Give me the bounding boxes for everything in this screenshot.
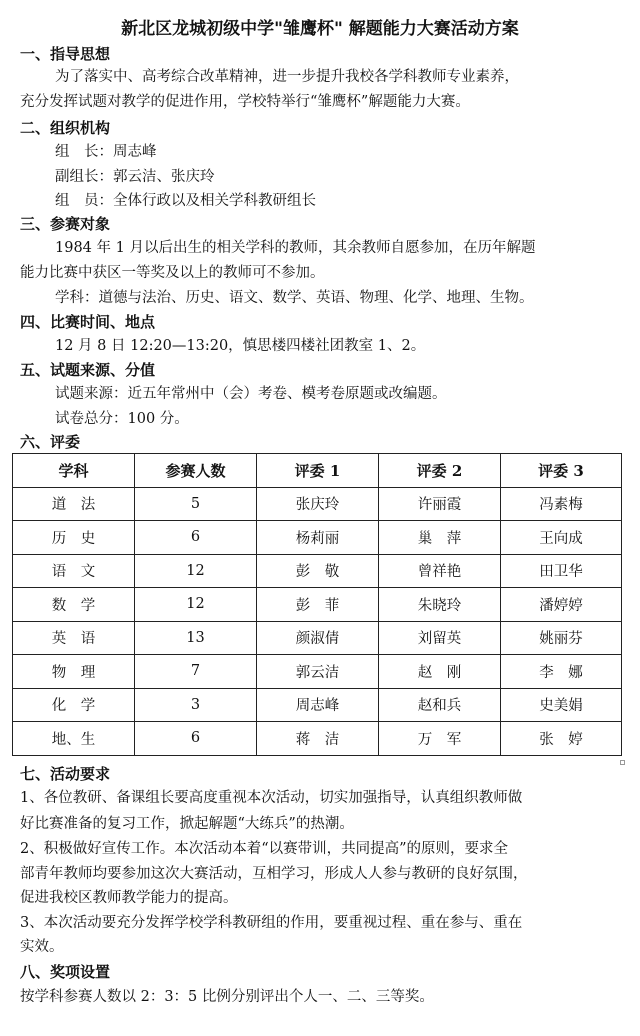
header-judge-3: 评委 3 (501, 454, 622, 488)
cell-count: 12 (135, 554, 257, 588)
cell-judge-3: 张 婷 (501, 722, 622, 756)
cell-judge-3: 李 娜 (501, 655, 622, 689)
table-row (13, 588, 622, 622)
requirement-line: 促进我校区教师教学能力的提高。 (20, 890, 238, 906)
table-row (13, 554, 622, 588)
requirement-line: 1、各位教研、备课组长要高度重视本次活动，切实加强指导，认真组织教师做 (20, 790, 523, 806)
table-row (13, 621, 622, 655)
table-row (13, 722, 622, 756)
section-heading-guiding-ideas: 一、指导思想 (20, 45, 111, 63)
cell-judge-3: 冯素梅 (501, 487, 622, 521)
cell-subject: 化 学 (13, 688, 135, 722)
paragraph-line: 充分发挥试题对教学的促进作用，学校特举行“雏鹰杯”解题能力大赛。 (20, 94, 470, 110)
table-row (13, 655, 622, 689)
cell-subject: 历 史 (13, 521, 135, 555)
subjects-line: 学科：道德与法治、历史、语文、数学、英语、物理、化学、地理、生物。 (55, 290, 534, 306)
header-judge-2: 评委 2 (379, 454, 501, 488)
cell-subject: 语 文 (13, 554, 135, 588)
section-heading-time-place: 四、比赛时间、地点 (20, 313, 156, 331)
paragraph-line: 能力比赛中获区一等奖及以上的教师可不参加。 (20, 265, 325, 281)
section-heading-awards: 八、奖项设置 (20, 963, 111, 981)
org-members-line: 组 员：全体行政以及相关学科教研组长 (55, 193, 316, 209)
cell-judge-1: 周志峰 (257, 688, 379, 722)
section-heading-organization: 二、组织机构 (20, 119, 111, 137)
cell-judge-3: 田卫华 (501, 554, 622, 588)
cell-judge-2: 朱晓玲 (379, 588, 501, 622)
cell-count: 7 (135, 655, 257, 689)
requirement-line: 3、本次活动要充分发挥学校学科教研组的作用，要重视过程、重在参与、重在 (20, 915, 523, 931)
requirement-line: 实效。 (20, 939, 64, 955)
cell-subject: 地、生 (13, 722, 135, 756)
cell-judge-1: 彭 敬 (257, 554, 379, 588)
cell-judge-2: 许丽霞 (379, 487, 501, 521)
table-resize-handle (620, 760, 625, 765)
table-row (13, 521, 622, 555)
cell-subject: 英 语 (13, 621, 135, 655)
cell-judge-1: 蒋 洁 (257, 722, 379, 756)
org-deputy-line: 副组长：郭云洁、张庆玲 (55, 169, 215, 185)
header-subject: 学科 (13, 454, 135, 488)
requirement-line: 部青年教师均要参加这次大赛活动，互相学习，形成人人参与教研的良好氛围， (20, 866, 528, 882)
table-row (13, 688, 622, 722)
table-header-row (13, 454, 622, 488)
cell-judge-2: 巢 萍 (379, 521, 501, 555)
cell-judge-1: 杨莉丽 (257, 521, 379, 555)
cell-judge-3: 潘婷婷 (501, 588, 622, 622)
cell-subject: 数 学 (13, 588, 135, 622)
cell-judge-1: 彭 菲 (257, 588, 379, 622)
cell-subject: 道 法 (13, 487, 135, 521)
table-row (13, 487, 622, 521)
cell-judge-3: 姚丽芬 (501, 621, 622, 655)
cell-count: 6 (135, 722, 257, 756)
requirement-line: 2、积极做好宣传工作。本次活动本着“以赛带训，共同提高”的原则，要求全 (20, 841, 509, 857)
paragraph-line: 为了落实中、高考综合改革精神，进一步提升我校各学科教师专业素养， (55, 69, 519, 85)
section-heading-judges: 六、评委 (20, 433, 81, 451)
source-line: 试题来源：近五年常州中（会）考卷、模考卷原题或改编题。 (55, 386, 447, 402)
requirement-line: 好比赛准备的复习工作，掀起解题“大练兵”的热潮。 (20, 816, 354, 832)
cell-judge-2: 万 军 (379, 722, 501, 756)
cell-judge-3: 史美娟 (501, 688, 622, 722)
cell-judge-1: 张庆玲 (257, 487, 379, 521)
cell-judge-1: 郭云洁 (257, 655, 379, 689)
cell-count: 13 (135, 621, 257, 655)
cell-subject: 物 理 (13, 655, 135, 689)
cell-count: 12 (135, 588, 257, 622)
judges-table (12, 453, 622, 756)
cell-judge-2: 赵 刚 (379, 655, 501, 689)
page-title: 新北区龙城初级中学"雏鹰杯" 解题能力大赛活动方案 (121, 19, 519, 39)
cell-judge-2: 赵和兵 (379, 688, 501, 722)
cell-judge-3: 王向成 (501, 521, 622, 555)
cell-judge-2: 曾祥艳 (379, 554, 501, 588)
score-line: 试卷总分：100 分。 (55, 411, 189, 427)
awards-line: 按学科参赛人数以 2：3：5 比例分别评出个人一、二、三等奖。 (20, 989, 434, 1005)
cell-count: 3 (135, 688, 257, 722)
paragraph-line: 1984 年 1 月以后出生的相关学科的教师，其余教师自愿参加，在历年解题 (55, 240, 536, 256)
cell-judge-1: 颜淑倩 (257, 621, 379, 655)
section-heading-requirements: 七、活动要求 (20, 765, 111, 783)
cell-judge-2: 刘留英 (379, 621, 501, 655)
org-leader-line: 组 长：周志峰 (55, 144, 157, 160)
time-place-line: 12 月 8 日 12:20—13:20，慎思楼四楼社团教室 1、2。 (55, 338, 426, 354)
section-heading-source-score: 五、试题来源、分值 (20, 361, 156, 379)
section-heading-participants: 三、参赛对象 (20, 215, 111, 233)
header-judge-1: 评委 1 (257, 454, 379, 488)
header-participant-count: 参赛人数 (135, 454, 257, 488)
cell-count: 6 (135, 521, 257, 555)
cell-count: 5 (135, 487, 257, 521)
